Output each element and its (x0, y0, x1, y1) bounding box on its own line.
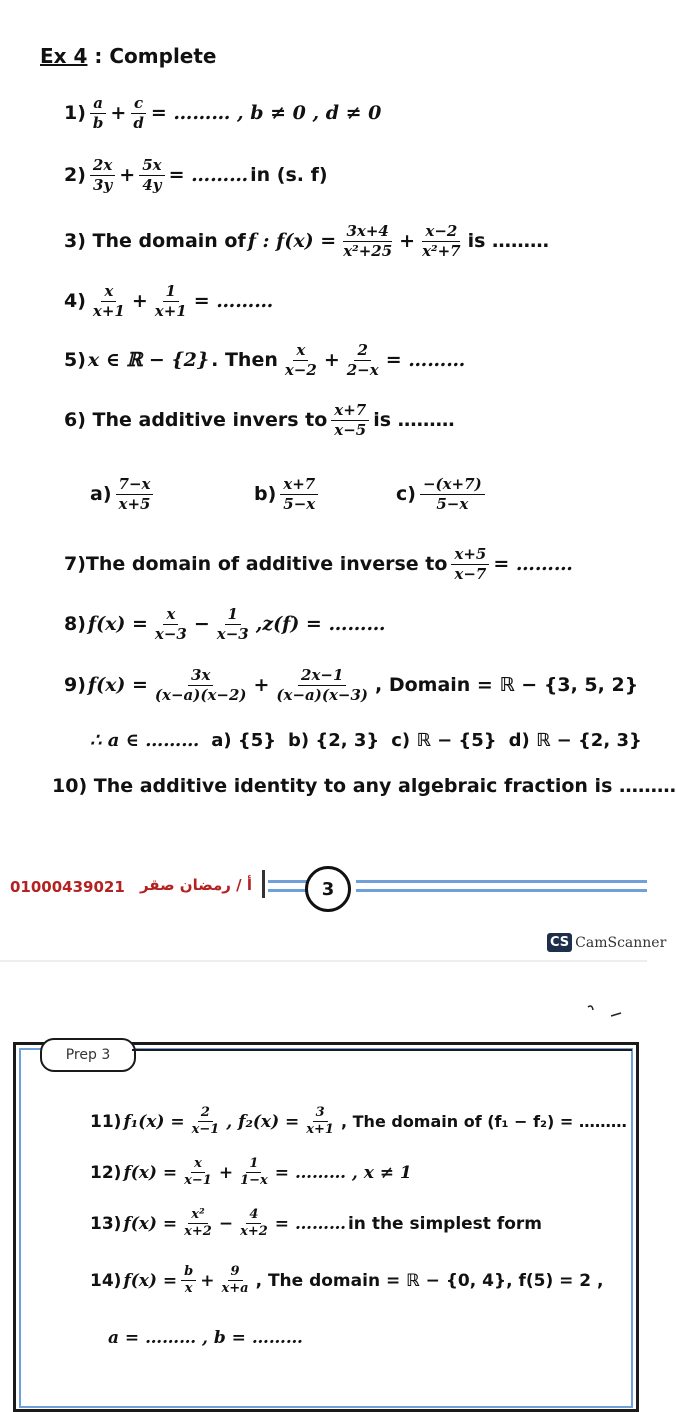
question-number: 14) (90, 1270, 122, 1291)
function-def: f₁(x) = (123, 1111, 185, 1132)
fraction (282, 342, 320, 378)
tab-prep (40, 1038, 136, 1072)
denominator: (x−a)(x−2) (154, 685, 247, 704)
function-def: f(x) = (123, 1213, 178, 1234)
domain-text: , Domain = ℝ − {3, 5, 2} (375, 674, 639, 696)
numerator: 7−x (116, 476, 154, 495)
denominator: x−2 (284, 360, 317, 379)
fraction (181, 1265, 196, 1297)
footer-rule-left-2 (268, 889, 308, 892)
numerator: x+7 (331, 402, 369, 421)
answer-blank: = ……… , b ≠ 0 , d ≠ 0 (150, 102, 382, 124)
numerator: 2 (198, 1106, 213, 1122)
option-label: b) (254, 483, 277, 505)
question-text: 7)The domain of additive inverse to (64, 553, 448, 575)
question-1: 1) $\frac{a}{b}$ + $\frac{c}{d}$ = ……… , b ≠ 0 , d ≠ 0 (64, 94, 382, 132)
footer-rule-left (268, 880, 308, 883)
numerator: a (90, 95, 106, 114)
question-number: 1) (64, 102, 86, 124)
numerator: 1 (163, 283, 179, 302)
function-def: f(x) = (87, 674, 148, 696)
numerator: x (191, 1157, 205, 1173)
denominator: 3y (93, 175, 113, 194)
denominator: x−7 (454, 564, 487, 583)
footer-author: أ / رمضان صقر (139, 876, 252, 894)
option-label: c) (396, 483, 416, 505)
numerator: x−2 (422, 223, 460, 242)
function-def: f(x) = (123, 1162, 178, 1183)
condition: x ∈ ℝ − {2} (87, 349, 210, 371)
denominator: b (92, 113, 104, 132)
function-def: f : f(x) = (247, 230, 337, 252)
question-number: 12) (90, 1162, 122, 1183)
denominator: d (133, 113, 144, 132)
fraction (331, 402, 369, 438)
answer-blank: ∴ a ∈ ……… (90, 730, 200, 751)
question-7 (64, 546, 573, 582)
denominator: 5−x (283, 494, 316, 513)
numerator: x² (188, 1208, 207, 1224)
denominator: 5−x (436, 494, 469, 513)
answer-blank: ,z(f) = ……… (255, 613, 386, 635)
domain-text: , The domain = ℝ − {0, 4}, f(5) = 2 , (255, 1270, 604, 1291)
denominator: x−3 (154, 624, 187, 643)
question-5: 5) x ∈ ℝ − {2} . Then $\frac{x}{x-2}$ + $\frac{2}{2-x}$ = ……… (64, 341, 466, 379)
question-8: 8) f(x) = $\frac{x}{x-3}$ − $\frac{1}{x-3}$ ,z(f) = ……… (64, 605, 386, 643)
footer-rule-right (356, 880, 647, 883)
option-label: a) (90, 483, 112, 505)
numerator: 3 (313, 1106, 328, 1122)
fraction (419, 223, 464, 259)
fraction (420, 476, 485, 512)
function-def: f(x) = (123, 1270, 178, 1291)
page-gap (0, 960, 647, 962)
fraction (181, 1208, 215, 1240)
fraction (214, 606, 252, 642)
denominator: x+2 (240, 1224, 268, 1240)
numerator: 3x (188, 667, 213, 686)
numerator: 1 (225, 606, 241, 625)
fraction (90, 283, 128, 319)
question-10: 10) The additive identity to any algebraic fraction is ……… (52, 775, 676, 797)
question-number: 8) (64, 613, 86, 635)
numerator: 5x (139, 157, 164, 176)
numerator: −(x+7) (420, 476, 485, 495)
denominator: x+a (221, 1281, 249, 1297)
page-number-circle (305, 866, 351, 912)
option-d[interactable]: d) ℝ − {2, 3} (508, 730, 642, 751)
denominator: x+2 (184, 1224, 212, 1240)
numerator: c (131, 95, 146, 114)
answer-blank: = ……… (274, 1213, 346, 1234)
question-2: 2) $\frac{2x}{3y}$ + $\frac{5x}{4y}$ = ……… in (s. f) (64, 156, 328, 194)
denominator: x−1 (184, 1173, 212, 1189)
fraction (218, 1265, 251, 1297)
question-12: 12) f(x) = $\frac{x}{x-1}$ + $\frac{1}{1-x}$ = ……… , x ≠ 1 (90, 1156, 412, 1189)
note: in the simplest form (347, 1213, 543, 1234)
option-c[interactable]: c) ℝ − {5} (391, 730, 497, 751)
fraction (90, 95, 107, 131)
note: in (s. f) (250, 164, 328, 186)
fraction (152, 606, 190, 642)
question-number: 13) (90, 1213, 122, 1234)
question-14-answers: a = ……… , b = ……… (108, 1328, 303, 1348)
page-number: 3 (321, 878, 335, 900)
footer-rule-right-2 (356, 889, 647, 892)
fraction (90, 157, 115, 193)
numerator: 4 (246, 1208, 261, 1224)
question-number: 9) (64, 674, 86, 696)
answer-blank: = ……… (168, 164, 249, 186)
exercise-title (40, 44, 217, 68)
fraction (130, 95, 147, 131)
numerator: x+5 (451, 546, 489, 565)
fraction (273, 667, 371, 703)
fraction (344, 342, 382, 378)
denominator: x−1 (191, 1122, 220, 1138)
numerator: x (293, 342, 308, 361)
fraction (152, 283, 190, 319)
question-4: 4) $\frac{x}{x+1}$ + $\frac{1}{x+1}$ = ……… (64, 282, 274, 320)
tab-rule (132, 1049, 632, 1051)
answer-blank: = ……… (493, 553, 573, 575)
denominator: x+5 (118, 494, 151, 513)
denominator: x+1 (92, 301, 125, 320)
function-def: f(x) = (87, 613, 148, 635)
footer-phone: 01000439021 (10, 878, 125, 896)
question-3: 3) The domain of f : f(x) = $\frac{3x+4}{\text{x²+25}}$ + $\frac{x-2}{\text{x²+7}}$ is ……… (64, 222, 550, 260)
option-b[interactable]: b) {2, 3} (288, 730, 380, 751)
numerator: 1 (246, 1157, 261, 1173)
numerator: 2x (90, 157, 115, 176)
question-13: 13) f(x) = $\frac{\text{x²}}{x+2}$ − $\frac{4}{x+2}$ = ……… in the simplest form (90, 1207, 543, 1240)
numerator: 2 (354, 342, 370, 361)
question-number: 11) (90, 1111, 122, 1132)
answer-blank: , The domain of (f₁ − f₂) = ……… (340, 1112, 627, 1132)
fraction (451, 546, 489, 582)
question-number: 2) (64, 164, 86, 186)
fraction (303, 1106, 337, 1138)
fraction (116, 476, 154, 512)
camscanner-watermark (547, 933, 666, 952)
tab-label: Prep 3 (65, 1047, 111, 1063)
camscanner-logo: CS (547, 933, 572, 952)
fraction (340, 223, 395, 259)
denominator: 1−x (240, 1173, 268, 1189)
numerator: b (181, 1265, 196, 1281)
answer-blank: = ……… (385, 349, 466, 371)
question-text: 3) The domain of (64, 230, 246, 252)
denominator: 2−x (346, 360, 379, 379)
answer-blank: = ……… (193, 290, 274, 312)
question-text: 6) The additive invers to (64, 409, 328, 431)
answer-blank: = ……… , x ≠ 1 (274, 1162, 412, 1183)
option-c[interactable] (396, 476, 487, 512)
numerator: 3x+4 (343, 223, 391, 242)
denominator: 4y (142, 175, 162, 194)
numerator: x (101, 283, 116, 302)
option-b[interactable] (254, 476, 320, 512)
exercise-number: Ex 4 (40, 44, 88, 68)
fraction (280, 476, 318, 512)
fraction (237, 1208, 271, 1240)
answer-blank: is ……… (467, 230, 550, 252)
answer-blank: is ……… (373, 409, 455, 431)
question-9-options (90, 730, 642, 751)
option-a[interactable]: a) {5} (211, 730, 277, 751)
denominator: x+1 (306, 1122, 334, 1138)
numerator: x (163, 606, 178, 625)
question-number: 5) (64, 349, 86, 371)
fraction (189, 1106, 223, 1138)
numerator: x+7 (280, 476, 318, 495)
question-text: . Then (211, 349, 278, 371)
exercise-instruction: : Complete (87, 44, 217, 68)
option-a[interactable] (90, 476, 155, 512)
denominator: x−5 (334, 420, 367, 439)
denominator: x+1 (154, 301, 187, 320)
denominator: (x−a)(x−3) (276, 685, 368, 704)
denominator: x²+25 (343, 241, 393, 260)
fraction (139, 157, 164, 193)
question-11 (90, 1106, 627, 1138)
denominator: x (184, 1281, 193, 1297)
fraction (152, 667, 250, 703)
function-def: , f₂(x) = (226, 1111, 300, 1132)
pen-mark-icon (585, 1003, 625, 1023)
question-number: 4) (64, 290, 86, 312)
question-6 (64, 402, 455, 438)
numerator: 2x−1 (298, 667, 346, 686)
footer-divider (262, 870, 265, 898)
camscanner-text: CamScanner (575, 934, 667, 951)
fraction (181, 1157, 215, 1189)
fraction (237, 1157, 271, 1189)
question-9: 9) f(x) = $\frac{3x}{(x-a)(x-2)}$ + $\frac{2x-1}{(x-a)(x-3)}$ , Domain = ℝ − {3, 5, 2} (64, 666, 639, 704)
question-14: 14) f(x) = $\frac{b}{x}$ + $\frac{9}{x+a}$ , The domain = ℝ − {0, 4}, f(5) = 2 , (90, 1264, 604, 1297)
denominator: x²+7 (422, 241, 461, 260)
denominator: x−3 (216, 624, 249, 643)
numerator: 9 (228, 1265, 243, 1281)
